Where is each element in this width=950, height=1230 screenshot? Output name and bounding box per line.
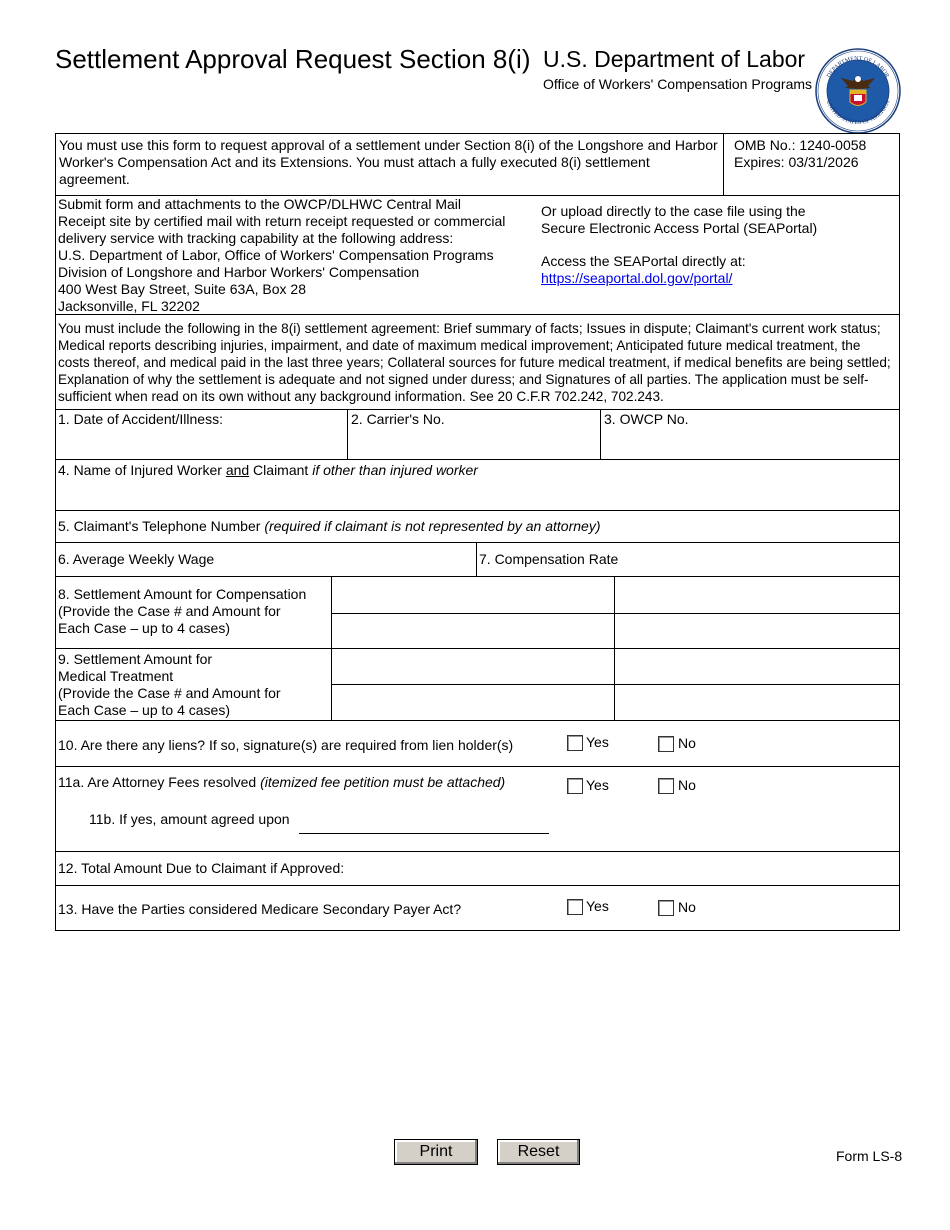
settlement-compensation-label: 8. Settlement Amount for Compensation (Provide the Case # and Amount for Each Case – up to 4 cases) [58, 586, 307, 636]
omb-expiration: Expires: 03/31/2026 [734, 154, 859, 170]
average-weekly-wage-input[interactable] [220, 546, 472, 572]
carrier-number-input[interactable] [351, 430, 596, 456]
attorney-fees-question: 11a. Are Attorney Fees resolved (itemized fee petition must be attached) [58, 774, 506, 790]
med-case-4-input[interactable] [617, 687, 897, 717]
seaportal-link[interactable]: https://seaportal.dol.gov/portal/ [541, 270, 733, 286]
upload-instructions: Or upload directly to the case file using the Secure Electronic Access Portal (SEAPortal) [541, 203, 818, 236]
fees-yes-label: Yes [586, 777, 609, 793]
date-of-accident-label: 1. Date of Accident/Illness: [58, 411, 223, 427]
owcp-number-label: 3. OWCP No. [604, 411, 689, 427]
intro-text: You must use this form to request approval of a settlement under Section 8(i) of the Longshore and Harbor Worker's Compensation Act and its Extensions. You must attach a fully executed 8(i) settlement agreement. [59, 137, 718, 187]
reset-button[interactable]: Reset [497, 1139, 580, 1165]
liens-no-label: No [678, 735, 696, 751]
telephone-label: 5. Claimant's Telephone Number (required if claimant is not represented by an attorney) [58, 518, 601, 534]
medicare-no-label: No [678, 899, 696, 915]
liens-question: 10. Are there any liens? If so, signature(s) are required from lien holder(s) [58, 737, 514, 753]
carrier-number-label: 2. Carrier's No. [351, 411, 445, 427]
comp-case-2-input[interactable] [617, 579, 897, 611]
dol-seal-logo [815, 48, 901, 134]
requirements-text: You must include the following in the 8(i) settlement agreement: Brief summary of facts; Issues in dispute; Claimant's current work status; Medical reports describing injuries, impairment, and date of maximum medical improvement; Anticipated future medical treatment, the costs thereof, and medical paid in the last three years; Collateral sources for future medical treatment, if medical benefits are being settled; Explanation of why the settlement is adequate and not signed under duress; and Signatures of all parties. The application must be self-sufficient when read on its own without any background information. See 20 C.F.R 702.242, 702.243. [58, 321, 891, 404]
form-id: Form LS-8 [836, 1148, 903, 1164]
med-case-3-input[interactable] [334, 687, 611, 717]
page-title: Settlement Approval Request Section 8(i) [55, 44, 531, 74]
svg-text:UNITED STATES OF AMERICA: UNITED STATES OF AMERICA [824, 99, 892, 127]
office-name: Office of Workers' Compensation Programs [543, 76, 813, 92]
fees-amount-input[interactable] [299, 808, 549, 834]
worker-name-label: 4. Name of Injured Worker and Claimant if other than injured worker [58, 462, 478, 478]
liens-no-checkbox[interactable] [658, 736, 674, 752]
mailing-instructions: Submit form and attachments to the OWCP/DLHWC Central Mail Receipt site by certified mail with return receipt requested or commercial delivery service with tracking capability at the following address: U.S. Department of Labor, Office of Workers' Compensation Programs Division of Longshore and Harbor Workers' Compensation 400 West Bay Street, Suite 63A, Box 28 Jacksonville, FL 32202 [58, 196, 506, 314]
fees-yes-checkbox[interactable] [567, 778, 583, 794]
compensation-rate-label: 7. Compensation Rate [479, 551, 619, 567]
settlement-medical-label: 9. Settlement Amount for Medical Treatment (Provide the Case # and Amount for Each Case – up to 4 cases) [58, 651, 281, 718]
date-of-accident-input[interactable] [58, 430, 343, 456]
comp-case-3-input[interactable] [334, 616, 611, 646]
omb-number: OMB No.: 1240-0058 [734, 137, 867, 153]
total-amount-label: 12. Total Amount Due to Claimant if Approved: [58, 860, 345, 876]
worker-name-input[interactable] [58, 480, 896, 508]
medicare-yes-checkbox[interactable] [567, 899, 583, 915]
fees-no-label: No [678, 777, 696, 793]
medicare-question: 13. Have the Parties considered Medicare Secondary Payer Act? [58, 901, 462, 917]
comp-case-1-input[interactable] [334, 579, 611, 611]
total-amount-input[interactable] [355, 856, 895, 882]
comp-case-4-input[interactable] [617, 616, 897, 646]
compensation-rate-input[interactable] [625, 546, 895, 572]
owcp-number-input[interactable] [604, 430, 896, 456]
print-button[interactable]: Print [394, 1139, 478, 1165]
portal-access-label: Access the SEAPortal directly at: [541, 253, 746, 269]
fees-no-checkbox[interactable] [658, 778, 674, 794]
fees-amount-label: 11b. If yes, amount agreed upon [89, 811, 290, 827]
medicare-no-checkbox[interactable] [658, 900, 674, 916]
svg-text:DEPARTMENT OF LABOR: DEPARTMENT OF LABOR [826, 55, 890, 79]
department-name: U.S. Department of Labor [543, 46, 806, 72]
liens-yes-label: Yes [586, 734, 609, 750]
med-case-2-input[interactable] [617, 651, 897, 682]
liens-yes-checkbox[interactable] [567, 735, 583, 751]
telephone-input[interactable] [610, 514, 896, 540]
average-weekly-wage-label: 6. Average Weekly Wage [58, 551, 215, 567]
medicare-yes-label: Yes [586, 898, 609, 914]
med-case-1-input[interactable] [334, 651, 611, 682]
